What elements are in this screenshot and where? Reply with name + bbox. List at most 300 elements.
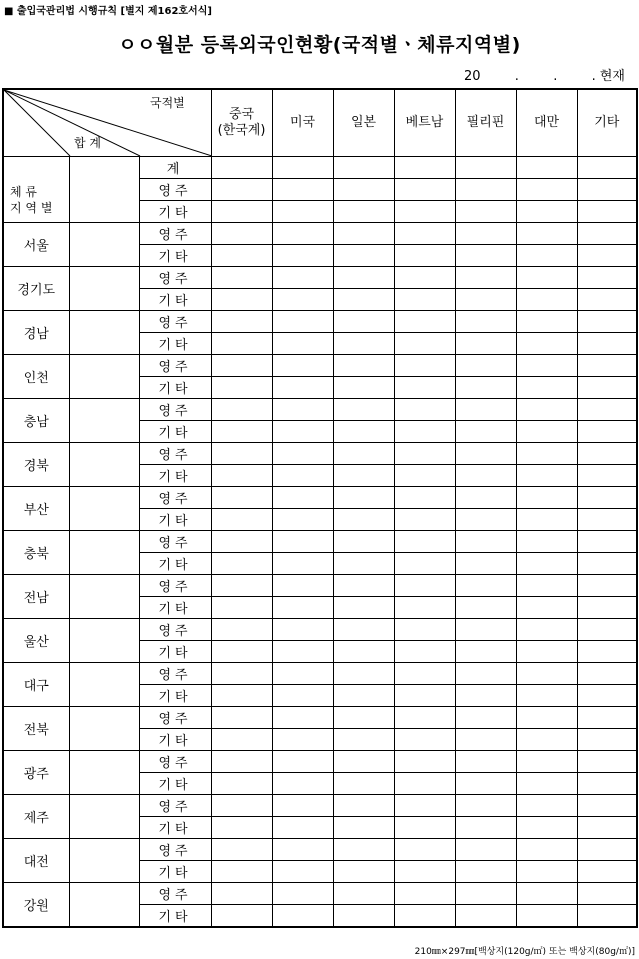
- row-type-label: 기타: [139, 597, 211, 619]
- value-cell[interactable]: [577, 883, 637, 905]
- value-cell[interactable]: [211, 355, 272, 377]
- value-cell[interactable]: [455, 619, 516, 641]
- value-cell[interactable]: [211, 685, 272, 707]
- value-cell[interactable]: [272, 707, 333, 729]
- value-cell[interactable]: [272, 729, 333, 751]
- value-cell[interactable]: [333, 531, 394, 553]
- value-cell[interactable]: [577, 399, 637, 421]
- value-cell[interactable]: [516, 839, 577, 861]
- value-cell[interactable]: [516, 399, 577, 421]
- region-total-cell[interactable]: [69, 663, 139, 707]
- value-cell[interactable]: [272, 201, 333, 223]
- value-cell[interactable]: [455, 839, 516, 861]
- value-cell[interactable]: [455, 707, 516, 729]
- value-cell[interactable]: [577, 377, 637, 399]
- value-cell[interactable]: [516, 377, 577, 399]
- value-cell[interactable]: [455, 729, 516, 751]
- value-cell[interactable]: [455, 267, 516, 289]
- value-cell[interactable]: [333, 333, 394, 355]
- value-cell[interactable]: [333, 245, 394, 267]
- value-cell[interactable]: [455, 905, 516, 928]
- value-cell[interactable]: [272, 355, 333, 377]
- value-cell[interactable]: [455, 597, 516, 619]
- value-cell[interactable]: [516, 883, 577, 905]
- nationality-subname: (한국계): [217, 123, 266, 138]
- value-cell[interactable]: [455, 685, 516, 707]
- value-cell[interactable]: [211, 707, 272, 729]
- region-name: 경북: [3, 443, 69, 487]
- value-cell[interactable]: [394, 707, 455, 729]
- value-cell[interactable]: [394, 443, 455, 465]
- value-cell[interactable]: [516, 597, 577, 619]
- value-cell[interactable]: [455, 333, 516, 355]
- value-cell[interactable]: [211, 311, 272, 333]
- value-cell[interactable]: [394, 685, 455, 707]
- value-cell[interactable]: [333, 443, 394, 465]
- row-type-label: 기타: [139, 289, 211, 311]
- value-cell[interactable]: [394, 597, 455, 619]
- value-cell[interactable]: [394, 553, 455, 575]
- region-total-cell[interactable]: [69, 839, 139, 883]
- value-cell[interactable]: [211, 333, 272, 355]
- value-cell[interactable]: [577, 509, 637, 531]
- date-dot: .: [514, 69, 519, 84]
- value-cell[interactable]: [211, 509, 272, 531]
- date-suffix: . 현재: [591, 69, 625, 84]
- value-cell[interactable]: [394, 157, 455, 179]
- value-cell[interactable]: [394, 289, 455, 311]
- region-total-cell[interactable]: [69, 311, 139, 355]
- value-cell[interactable]: [516, 861, 577, 883]
- region-total-cell[interactable]: [69, 355, 139, 399]
- value-cell[interactable]: [211, 487, 272, 509]
- value-cell[interactable]: [333, 399, 394, 421]
- value-cell[interactable]: [516, 245, 577, 267]
- value-cell[interactable]: [272, 289, 333, 311]
- value-cell[interactable]: [394, 773, 455, 795]
- value-cell[interactable]: [577, 619, 637, 641]
- value-cell[interactable]: [577, 663, 637, 685]
- value-cell[interactable]: [333, 311, 394, 333]
- value-cell[interactable]: [211, 377, 272, 399]
- value-cell[interactable]: [516, 553, 577, 575]
- value-cell[interactable]: [211, 443, 272, 465]
- table-row: [3, 487, 637, 509]
- value-cell[interactable]: [577, 729, 637, 751]
- region-total-cell[interactable]: [69, 443, 139, 487]
- value-cell[interactable]: [333, 223, 394, 245]
- row-type-label: 영주: [139, 443, 211, 465]
- value-cell[interactable]: [394, 399, 455, 421]
- value-cell[interactable]: [333, 663, 394, 685]
- value-cell[interactable]: [516, 333, 577, 355]
- value-cell[interactable]: [211, 641, 272, 663]
- nationality-header: [516, 89, 577, 157]
- value-cell[interactable]: [516, 795, 577, 817]
- value-cell[interactable]: [272, 179, 333, 201]
- value-cell[interactable]: [211, 531, 272, 553]
- value-cell[interactable]: [577, 685, 637, 707]
- value-cell[interactable]: [516, 487, 577, 509]
- value-cell[interactable]: [516, 729, 577, 751]
- value-cell[interactable]: [516, 817, 577, 839]
- value-cell[interactable]: [516, 179, 577, 201]
- value-cell[interactable]: [211, 795, 272, 817]
- table-row: [3, 399, 637, 421]
- value-cell[interactable]: [577, 355, 637, 377]
- value-cell[interactable]: [577, 267, 637, 289]
- value-cell[interactable]: [211, 245, 272, 267]
- value-cell[interactable]: [455, 399, 516, 421]
- region-total-cell[interactable]: [69, 751, 139, 795]
- value-cell[interactable]: [211, 421, 272, 443]
- value-cell[interactable]: [577, 289, 637, 311]
- table-row: [3, 707, 637, 729]
- value-cell[interactable]: [577, 443, 637, 465]
- value-cell[interactable]: [333, 707, 394, 729]
- value-cell[interactable]: [455, 773, 516, 795]
- value-cell[interactable]: [272, 333, 333, 355]
- region-total-cell[interactable]: [69, 267, 139, 311]
- region-axis-cell: [3, 157, 69, 223]
- value-cell[interactable]: [333, 619, 394, 641]
- value-cell[interactable]: [333, 509, 394, 531]
- value-cell[interactable]: [272, 487, 333, 509]
- value-cell[interactable]: [333, 839, 394, 861]
- value-cell[interactable]: [272, 817, 333, 839]
- value-cell[interactable]: [272, 773, 333, 795]
- value-cell[interactable]: [577, 531, 637, 553]
- value-cell[interactable]: [394, 839, 455, 861]
- page-title: ㅇㅇ월분 등록외국인현황(국적별ㆍ체류지역별): [118, 34, 521, 56]
- value-cell[interactable]: [211, 267, 272, 289]
- value-cell[interactable]: [333, 377, 394, 399]
- value-cell[interactable]: [333, 729, 394, 751]
- value-cell[interactable]: [455, 575, 516, 597]
- value-cell[interactable]: [333, 883, 394, 905]
- value-cell[interactable]: [394, 751, 455, 773]
- value-cell[interactable]: [211, 201, 272, 223]
- value-cell[interactable]: [577, 179, 637, 201]
- value-cell[interactable]: [272, 685, 333, 707]
- value-cell[interactable]: [577, 773, 637, 795]
- value-cell[interactable]: [333, 201, 394, 223]
- value-cell[interactable]: [516, 641, 577, 663]
- value-cell[interactable]: [516, 157, 577, 179]
- value-cell[interactable]: [333, 465, 394, 487]
- region-total-cell[interactable]: [69, 487, 139, 531]
- value-cell[interactable]: [272, 531, 333, 553]
- value-cell[interactable]: [211, 663, 272, 685]
- value-cell[interactable]: [394, 179, 455, 201]
- value-cell[interactable]: [577, 311, 637, 333]
- value-cell[interactable]: [455, 289, 516, 311]
- value-cell[interactable]: [394, 531, 455, 553]
- date-dot: .: [553, 69, 558, 84]
- value-cell[interactable]: [516, 663, 577, 685]
- value-cell[interactable]: [272, 619, 333, 641]
- value-cell[interactable]: [516, 509, 577, 531]
- value-cell[interactable]: [394, 883, 455, 905]
- nationality-name: 대만: [533, 115, 560, 130]
- value-cell[interactable]: [516, 289, 577, 311]
- value-cell[interactable]: [333, 817, 394, 839]
- row-type-label: 기타: [139, 245, 211, 267]
- value-cell[interactable]: [333, 795, 394, 817]
- value-cell[interactable]: [394, 311, 455, 333]
- row-type-label: 기타: [139, 729, 211, 751]
- value-cell[interactable]: [516, 773, 577, 795]
- value-cell[interactable]: [577, 641, 637, 663]
- value-cell[interactable]: [272, 267, 333, 289]
- value-cell[interactable]: [272, 399, 333, 421]
- value-cell[interactable]: [577, 333, 637, 355]
- row-type-label: 기타: [139, 553, 211, 575]
- value-cell[interactable]: [455, 311, 516, 333]
- value-cell[interactable]: [394, 355, 455, 377]
- value-cell[interactable]: [577, 597, 637, 619]
- total-value-cell[interactable]: [69, 157, 139, 223]
- value-cell[interactable]: [211, 223, 272, 245]
- value-cell[interactable]: [333, 553, 394, 575]
- value-cell[interactable]: [272, 311, 333, 333]
- value-cell[interactable]: [394, 223, 455, 245]
- value-cell[interactable]: [516, 575, 577, 597]
- value-cell[interactable]: [455, 795, 516, 817]
- region-name: 전남: [3, 575, 69, 619]
- value-cell[interactable]: [516, 619, 577, 641]
- region-name: 충북: [3, 531, 69, 575]
- value-cell[interactable]: [394, 245, 455, 267]
- value-cell[interactable]: [516, 267, 577, 289]
- value-cell[interactable]: [394, 663, 455, 685]
- value-cell[interactable]: [577, 817, 637, 839]
- value-cell[interactable]: [577, 157, 637, 179]
- value-cell[interactable]: [516, 201, 577, 223]
- value-cell[interactable]: [211, 465, 272, 487]
- value-cell[interactable]: [272, 223, 333, 245]
- value-cell[interactable]: [333, 355, 394, 377]
- value-cell[interactable]: [455, 663, 516, 685]
- value-cell[interactable]: [455, 157, 516, 179]
- value-cell[interactable]: [211, 553, 272, 575]
- value-cell[interactable]: [455, 553, 516, 575]
- value-cell[interactable]: [272, 795, 333, 817]
- row-type-label: 기타: [139, 641, 211, 663]
- value-cell[interactable]: [455, 377, 516, 399]
- value-cell[interactable]: [211, 575, 272, 597]
- value-cell[interactable]: [272, 883, 333, 905]
- total-axis-label: 합 계: [74, 136, 101, 150]
- value-cell[interactable]: [516, 685, 577, 707]
- value-cell[interactable]: [211, 817, 272, 839]
- value-cell[interactable]: [272, 575, 333, 597]
- table-row: [3, 663, 637, 685]
- value-cell[interactable]: [211, 751, 272, 773]
- value-cell[interactable]: [272, 465, 333, 487]
- value-cell[interactable]: [516, 443, 577, 465]
- region-total-cell[interactable]: [69, 619, 139, 663]
- value-cell[interactable]: [211, 597, 272, 619]
- value-cell[interactable]: [272, 509, 333, 531]
- value-cell[interactable]: [516, 223, 577, 245]
- value-cell[interactable]: [272, 641, 333, 663]
- value-cell[interactable]: [394, 905, 455, 928]
- value-cell[interactable]: [211, 861, 272, 883]
- value-cell[interactable]: [455, 509, 516, 531]
- value-cell[interactable]: [211, 905, 272, 928]
- row-type-label: 기타: [139, 377, 211, 399]
- value-cell[interactable]: [333, 289, 394, 311]
- value-cell[interactable]: [394, 641, 455, 663]
- table-row: [3, 795, 637, 817]
- nationality-name: 기타: [594, 115, 620, 130]
- value-cell[interactable]: [455, 201, 516, 223]
- region-total-cell[interactable]: [69, 399, 139, 443]
- region-total-cell[interactable]: [69, 575, 139, 619]
- value-cell[interactable]: [272, 663, 333, 685]
- value-cell[interactable]: [394, 795, 455, 817]
- value-cell[interactable]: [455, 223, 516, 245]
- value-cell[interactable]: [577, 707, 637, 729]
- value-cell[interactable]: [516, 355, 577, 377]
- value-cell[interactable]: [455, 883, 516, 905]
- value-cell[interactable]: [516, 531, 577, 553]
- value-cell[interactable]: [577, 201, 637, 223]
- value-cell[interactable]: [394, 509, 455, 531]
- value-cell[interactable]: [577, 421, 637, 443]
- value-cell[interactable]: [272, 157, 333, 179]
- value-cell[interactable]: [333, 179, 394, 201]
- date-line: [464, 65, 625, 84]
- value-cell[interactable]: [577, 751, 637, 773]
- value-cell[interactable]: [394, 817, 455, 839]
- value-cell[interactable]: [455, 861, 516, 883]
- value-cell[interactable]: [516, 707, 577, 729]
- value-cell[interactable]: [333, 685, 394, 707]
- value-cell[interactable]: [394, 421, 455, 443]
- value-cell[interactable]: [516, 465, 577, 487]
- value-cell[interactable]: [516, 905, 577, 928]
- value-cell[interactable]: [333, 597, 394, 619]
- value-cell[interactable]: [272, 861, 333, 883]
- region-total-cell[interactable]: [69, 531, 139, 575]
- row-type-label: 영주: [139, 223, 211, 245]
- value-cell[interactable]: [394, 465, 455, 487]
- value-cell[interactable]: [333, 421, 394, 443]
- value-cell[interactable]: [272, 377, 333, 399]
- value-cell[interactable]: [455, 421, 516, 443]
- value-cell[interactable]: [455, 487, 516, 509]
- value-cell[interactable]: [577, 839, 637, 861]
- value-cell[interactable]: [455, 465, 516, 487]
- value-cell[interactable]: [394, 619, 455, 641]
- value-cell[interactable]: [333, 905, 394, 928]
- value-cell[interactable]: [516, 311, 577, 333]
- value-cell[interactable]: [211, 839, 272, 861]
- value-cell[interactable]: [211, 179, 272, 201]
- value-cell[interactable]: [211, 157, 272, 179]
- value-cell[interactable]: [455, 443, 516, 465]
- value-cell[interactable]: [333, 773, 394, 795]
- value-cell[interactable]: [577, 575, 637, 597]
- value-cell[interactable]: [272, 443, 333, 465]
- value-cell[interactable]: [577, 465, 637, 487]
- value-cell[interactable]: [577, 553, 637, 575]
- table-row: [3, 157, 637, 179]
- value-cell[interactable]: [394, 201, 455, 223]
- region-total-cell[interactable]: [69, 223, 139, 267]
- value-cell[interactable]: [577, 795, 637, 817]
- value-cell[interactable]: [394, 575, 455, 597]
- value-cell[interactable]: [394, 333, 455, 355]
- value-cell[interactable]: [455, 817, 516, 839]
- value-cell[interactable]: [211, 289, 272, 311]
- value-cell[interactable]: [455, 641, 516, 663]
- value-cell[interactable]: [455, 355, 516, 377]
- value-cell[interactable]: [455, 245, 516, 267]
- value-cell[interactable]: [211, 883, 272, 905]
- value-cell[interactable]: [455, 751, 516, 773]
- value-cell[interactable]: [333, 751, 394, 773]
- region-total-cell[interactable]: [69, 795, 139, 839]
- value-cell[interactable]: [333, 861, 394, 883]
- value-cell[interactable]: [272, 751, 333, 773]
- value-cell[interactable]: [333, 641, 394, 663]
- row-type-label: 기타: [139, 465, 211, 487]
- value-cell[interactable]: [394, 861, 455, 883]
- value-cell[interactable]: [211, 399, 272, 421]
- value-cell[interactable]: [333, 157, 394, 179]
- value-cell[interactable]: [272, 553, 333, 575]
- value-cell[interactable]: [516, 421, 577, 443]
- value-cell[interactable]: [272, 905, 333, 928]
- region-total-cell[interactable]: [69, 883, 139, 928]
- paper-spec: 210㎜×297㎜[백상지(120g/㎡) 또는 백상지(80g/㎡)]: [414, 947, 635, 957]
- value-cell[interactable]: [333, 487, 394, 509]
- value-cell[interactable]: [516, 751, 577, 773]
- value-cell[interactable]: [211, 729, 272, 751]
- value-cell[interactable]: [272, 245, 333, 267]
- value-cell[interactable]: [394, 487, 455, 509]
- value-cell[interactable]: [211, 773, 272, 795]
- value-cell[interactable]: [394, 729, 455, 751]
- region-name: 서울: [3, 223, 69, 267]
- value-cell[interactable]: [211, 619, 272, 641]
- value-cell[interactable]: [272, 597, 333, 619]
- value-cell[interactable]: [455, 531, 516, 553]
- value-cell[interactable]: [577, 487, 637, 509]
- value-cell[interactable]: [333, 267, 394, 289]
- value-cell[interactable]: [455, 179, 516, 201]
- row-type-label: 기타: [139, 685, 211, 707]
- value-cell[interactable]: [577, 861, 637, 883]
- region-name: 전북: [3, 707, 69, 751]
- value-cell[interactable]: [272, 421, 333, 443]
- row-type-label: 기타: [139, 773, 211, 795]
- value-cell[interactable]: [394, 267, 455, 289]
- value-cell[interactable]: [577, 905, 637, 928]
- region-name: 대구: [3, 663, 69, 707]
- value-cell[interactable]: [394, 377, 455, 399]
- row-type-label: 기타: [139, 817, 211, 839]
- value-cell[interactable]: [333, 575, 394, 597]
- value-cell[interactable]: [272, 839, 333, 861]
- region-name: 제주: [3, 795, 69, 839]
- value-cell[interactable]: [577, 223, 637, 245]
- region-total-cell[interactable]: [69, 707, 139, 751]
- value-cell[interactable]: [577, 245, 637, 267]
